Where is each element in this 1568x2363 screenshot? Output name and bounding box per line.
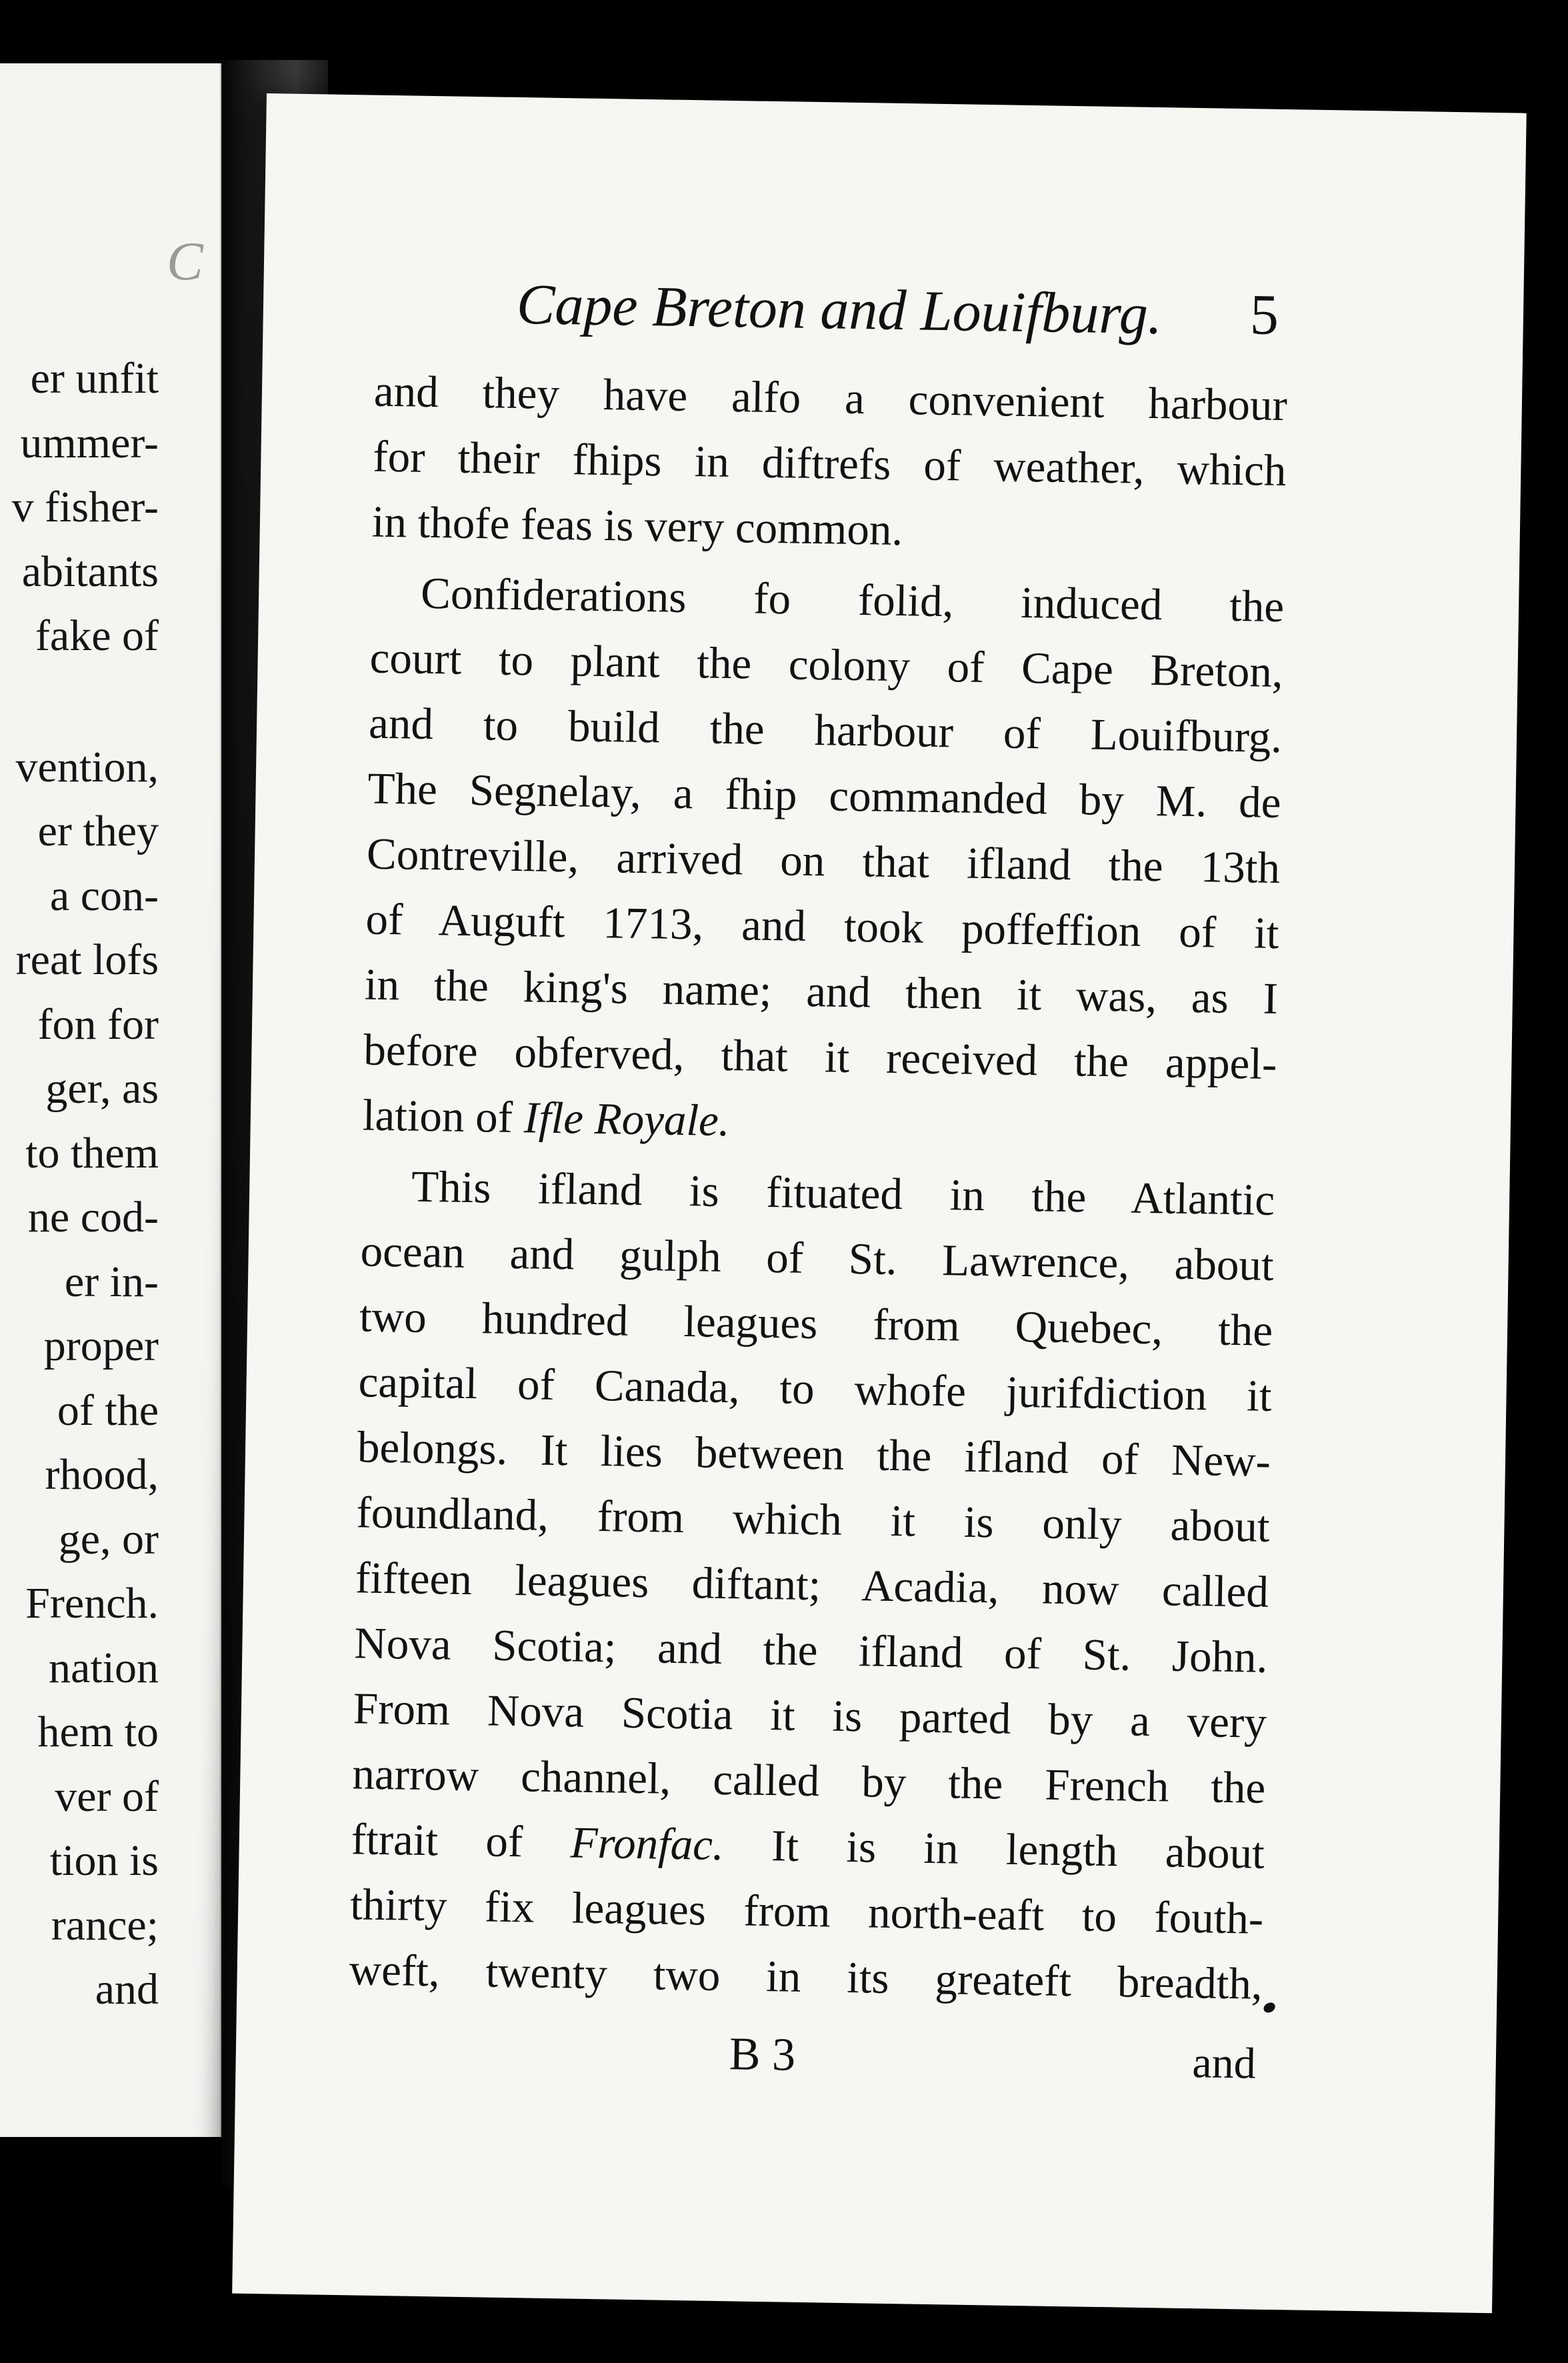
- previous-page-line: ummer-: [20, 418, 159, 467]
- previous-page-blank-line: [0, 669, 159, 735]
- text-line: weft, twenty two in its greateft breadth,: [349, 1945, 1263, 2009]
- text-line: in the king's name; and then it was, as I: [364, 959, 1279, 1023]
- previous-page-line: ne cod-: [27, 1193, 159, 1242]
- page-number: 5: [1249, 282, 1279, 347]
- text-line: The Segnelay, a fhip commanded by M. de: [367, 763, 1282, 828]
- previous-page-line: nation: [49, 1643, 159, 1692]
- text-line: belongs. It lies between the ifland of New-: [357, 1422, 1271, 1486]
- previous-page-line: rance;: [51, 1900, 159, 1950]
- previous-page-line: and: [95, 1965, 159, 2014]
- previous-page-fragment: [0, 63, 221, 2137]
- previous-page-line: ver of: [55, 1772, 159, 1821]
- book-page: [232, 93, 1527, 2313]
- previous-page-text: [0, 347, 159, 2022]
- catchword: and: [1191, 2038, 1257, 2088]
- previous-page-running-head: C: [167, 231, 203, 291]
- ink-speck: [1262, 2000, 1277, 2014]
- text-line: From Nova Scotia it is parted by a very: [353, 1684, 1267, 1748]
- previous-page-line: abitants: [21, 547, 159, 596]
- text-line: before obferved, that it received the appel-: [363, 1025, 1277, 1089]
- text-line: for their fhips in diftrefs of weather, which: [372, 431, 1287, 496]
- previous-page-line: er unfit: [30, 354, 159, 403]
- paragraph-first-line: This ifland is fituated in the Atlantic: [411, 1161, 1275, 1225]
- text-line: in thofe feas is very common.: [371, 497, 903, 555]
- paragraph-first-line: Confiderations fo folid, induced the: [420, 568, 1285, 632]
- text-line: Contreville, arrived on that ifland the 13th: [366, 829, 1281, 893]
- previous-page-line: reat lofs: [15, 935, 159, 984]
- text-line: two hundred leagues from Quebec, the: [359, 1292, 1273, 1356]
- previous-page-line: fon for: [37, 999, 159, 1049]
- previous-page-line: a con-: [49, 871, 159, 920]
- text-run: ftrait of: [351, 1814, 571, 1868]
- italic-text-run: Ifle Royale.: [523, 1093, 731, 1146]
- previous-page-line: rhood,: [45, 1450, 159, 1499]
- text-run: lation of: [362, 1090, 525, 1143]
- previous-page-line: er in-: [64, 1257, 159, 1306]
- text-line: foundland, from which it is only about: [356, 1488, 1270, 1552]
- text-line: fifteen leagues diftant; Acadia, now called: [355, 1553, 1269, 1617]
- page-footer: [342, 2022, 1256, 2103]
- previous-page-line: er they: [37, 807, 159, 855]
- text-line: court to plant the colony of Cape Breton,: [369, 633, 1284, 697]
- previous-page-line: to them: [25, 1128, 159, 1177]
- text-line: Nova Scotia; and the ifland of St. John.: [353, 1618, 1268, 1682]
- text-line: and to build the harbour of Louifburg.: [368, 698, 1283, 763]
- previous-page-line: of the: [57, 1386, 159, 1435]
- running-head: Cape Breton and Louifburg.: [516, 271, 1163, 347]
- text-line: narrow channel, called by the French the: [351, 1749, 1266, 1813]
- previous-page-line: ger, as: [45, 1064, 159, 1113]
- text-run: It is in length about: [723, 1820, 1265, 1878]
- italic-text-run: Fronfac.: [570, 1818, 725, 1870]
- previous-page-line: ge, or: [58, 1514, 159, 1564]
- previous-page-line: hem to: [37, 1708, 159, 1756]
- text-line: and they have alfo a convenient harbour: [373, 366, 1288, 431]
- previous-page-line: v fisher-: [11, 483, 159, 531]
- previous-page-line: vention,: [15, 742, 159, 791]
- text-line: thirty fix leagues from north-eaft to fouth-: [349, 1880, 1264, 1944]
- text-line: ocean and gulph of St. Lawrence, about: [360, 1226, 1275, 1290]
- previous-page-line: fake of: [35, 611, 159, 660]
- previous-page-line: tion is: [49, 1836, 159, 1885]
- text-line: capital of Canada, to whofe jurifdiction it: [358, 1357, 1273, 1421]
- page-body-text: [349, 359, 1288, 2017]
- text-line: of Auguft 1713, and took poffeffion of it: [365, 894, 1279, 959]
- signature-mark: B 3: [729, 2028, 796, 2081]
- previous-page-line: French.: [25, 1579, 159, 1628]
- previous-page-line: proper: [43, 1322, 159, 1370]
